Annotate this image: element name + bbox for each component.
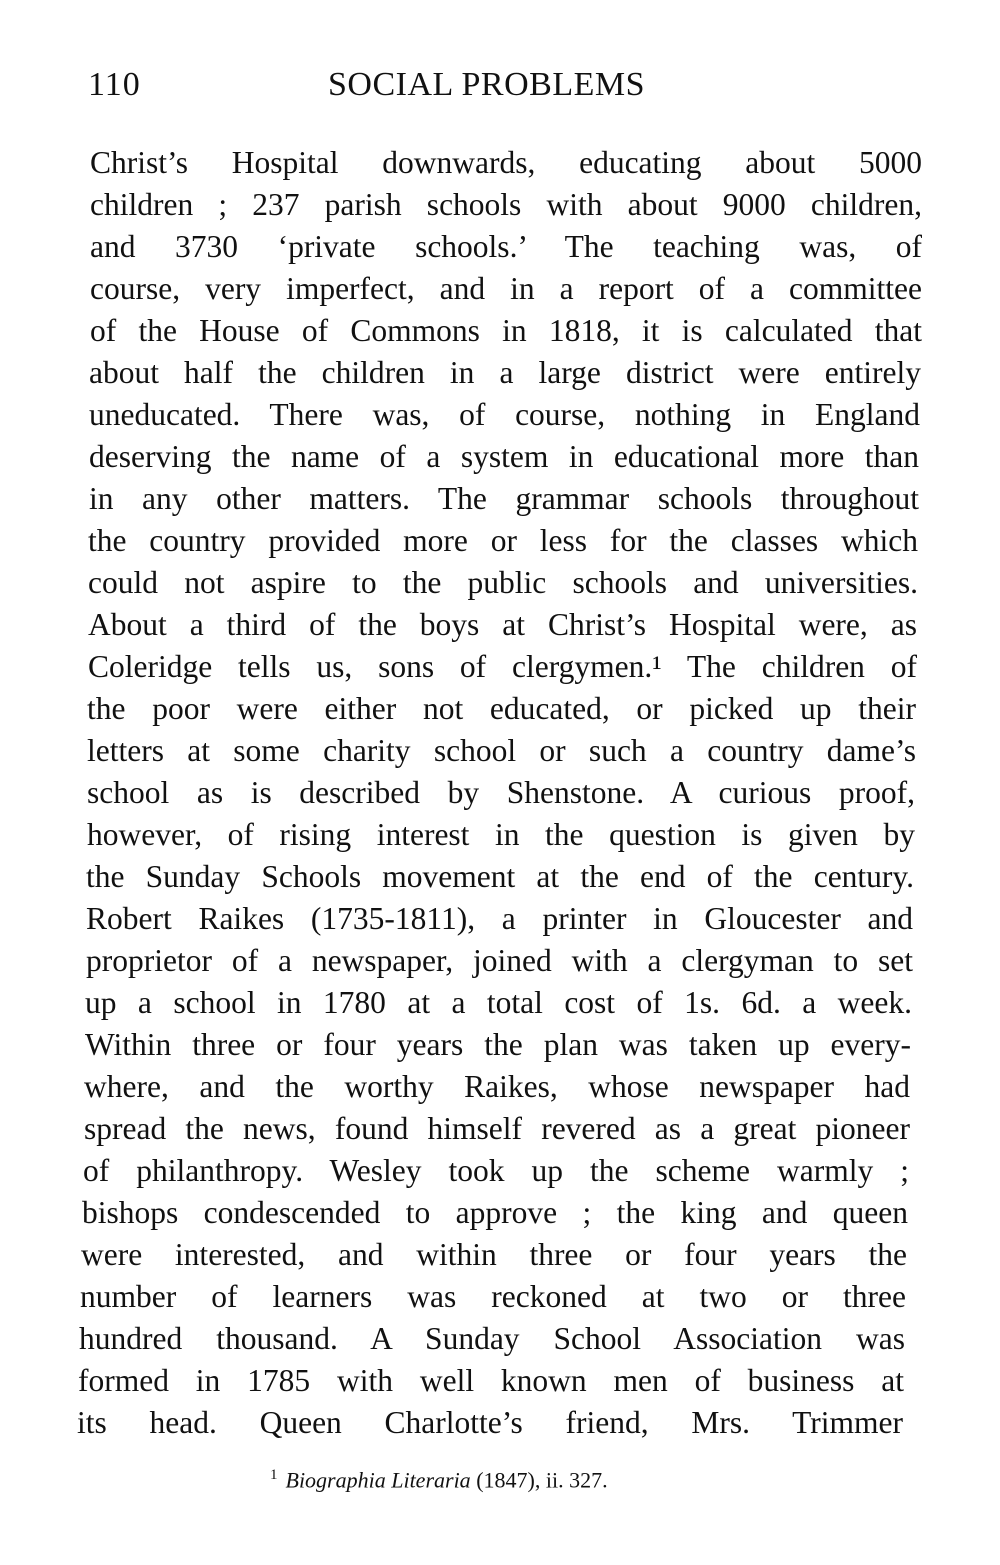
text-line: uneducated. There was, of course, nothing in England [89,397,920,432]
text-line: number of learners was reckoned at two or three [80,1279,906,1314]
text-line: Within three or four years the plan was taken up every- [85,1027,911,1062]
text-line: the Sunday Schools movement at the end of the century. [86,859,914,894]
text-line: children ; 237 parish schools with about 9000 children, [90,187,922,222]
text-line: of philanthropy. Wesley took up the scheme warmly ; [83,1153,909,1188]
text-line: proprietor of a newspaper, joined with a clergyman to set [86,943,913,978]
text-line: Coleridge tells us, sons of clergymen.¹ The children of [88,649,917,684]
text-line: could not aspire to the public schools and universities. [88,565,918,600]
footnote-marker: 1 [270,1467,278,1483]
text-line: were interested, and within three or four years the [81,1237,907,1272]
text-line: its head. Queen Charlotte’s friend, Mrs. Trimmer [77,1405,903,1440]
text-line: where, and the worthy Raikes, whose newspaper had [84,1069,910,1104]
footnote-title: Biographia Literaria [285,1467,471,1493]
text-line: spread the news, found himself revered as a great pioneer [84,1111,910,1146]
text-line: however, of rising interest in the question is given by [87,817,915,852]
text-line: about half the children in a large district were entirely [89,355,921,390]
text-line: hundred thousand. A Sunday School Association was [79,1321,905,1356]
text-line: letters at some charity school or such a country dame’s [87,733,916,768]
text-line: deserving the name of a system in educational more than [89,439,919,474]
running-head [88,66,920,116]
text-line: the country provided more or less for the classes which [88,523,918,558]
text-line: the poor were either not educated, or picked up their [87,691,916,726]
text-line: and 3730 ‘private schools.’ The teaching was, of [90,229,922,264]
text-line: of the House of Commons in 1818, it is calculated that [90,313,922,348]
text-line: course, very imperfect, and in a report of a committee [90,271,922,306]
text-line: school as is described by Shenstone. A curious proof, [87,775,915,810]
text-line: About a third of the boys at Christ’s Hospital were, as [88,607,917,642]
text-line: Robert Raikes (1735-1811), a printer in Gloucester and [86,901,913,936]
running-title: SOCIAL PROBLEMS [328,66,646,103]
footnote-citation: (1847), ii. 327. [470,1467,608,1493]
text-line: in any other matters. The grammar schools throughout [89,481,919,516]
text-line: up a school in 1780 at a total cost of 1s. 6d. a week. [85,985,912,1020]
text-line: Christ’s Hospital downwards, educating about 5000 [90,145,922,180]
text-line: bishops condescended to approve ; the king and queen [82,1195,908,1230]
footnote [270,1460,608,1495]
text-line: formed in 1785 with well known men of business at [78,1363,904,1398]
page-number: 110 [88,66,141,103]
